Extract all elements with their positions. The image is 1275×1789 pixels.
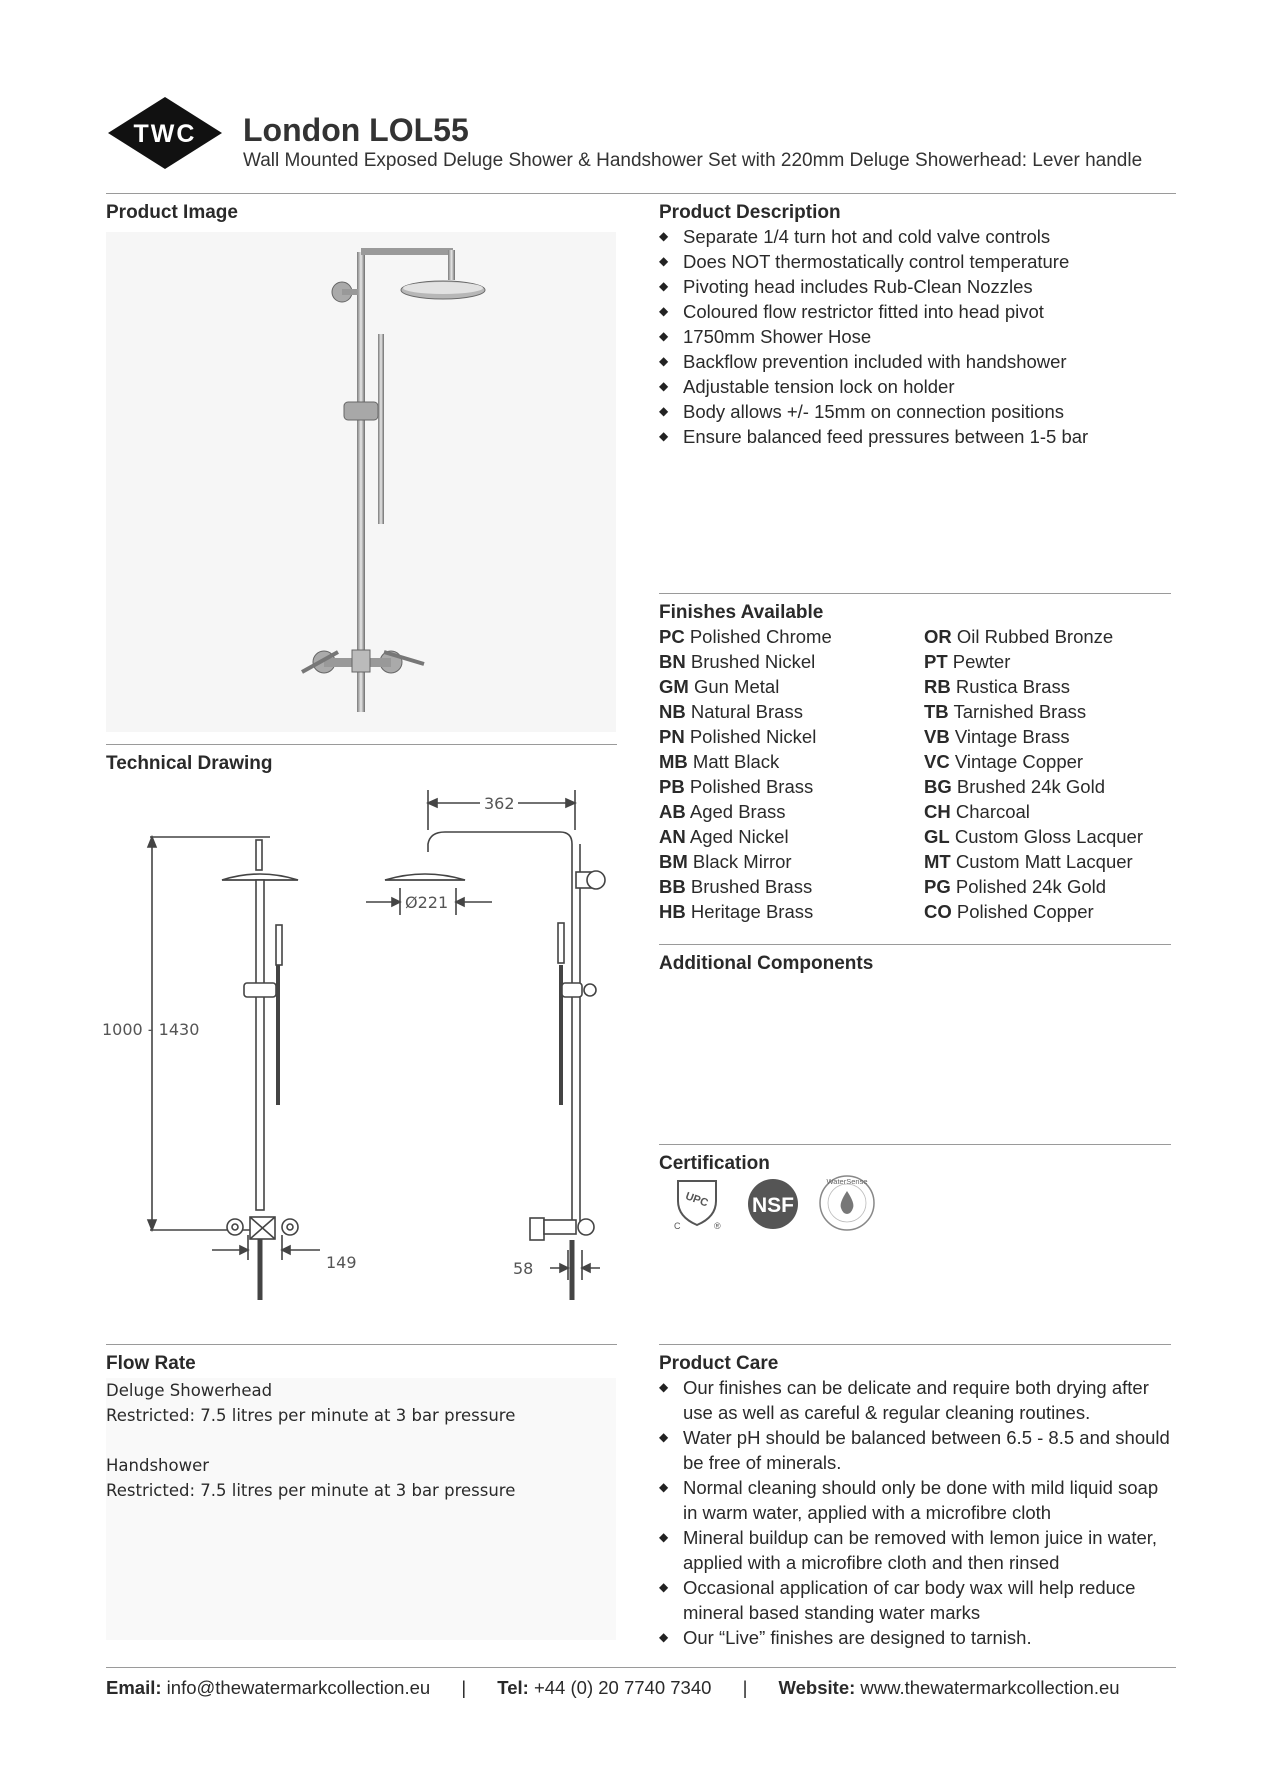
finish-item [659,849,832,874]
care-item: ◆ Our “Live” finishes are designed to tarnish. [659,1625,1174,1650]
finish-name: Heritage Brass [690,901,814,922]
header-divider [106,193,1176,194]
additional-components-heading: Additional Components [659,953,874,974]
finish-name: Rustica Brass [955,676,1070,697]
care-list [659,1375,1174,1650]
left-divider-2 [106,1344,617,1345]
upc-badge-text: UPC [683,1190,710,1210]
page-subtitle: Wall Mounted Exposed Deluge Shower & Handshower Set with 220mm Deluge Showerhead: Lever handle [243,150,1143,171]
finish-name: Polished Brass [689,776,814,797]
upc-badge [668,1175,728,1231]
finish-item [659,874,832,899]
finish-code: VB [924,726,950,747]
footer-divider [106,1667,1176,1668]
product-description-heading: Product Description [659,202,841,223]
finish-code: OR [924,626,952,647]
finish-code: PC [659,626,685,647]
right-divider-4 [659,1344,1171,1345]
finish-item [924,799,1143,824]
technical-drawing [100,780,630,1320]
footer-sep-1: | [461,1677,467,1698]
description-item: ◆ Body allows +/- 15mm on connection positions [659,399,1088,424]
product-care-heading: Product Care [659,1353,779,1374]
flow-hand-value: Restricted: 7.5 litres per minute at 3 bar pressure [106,1481,516,1500]
finishes-heading: Finishes Available [659,602,824,623]
finish-name: Vintage Brass [954,726,1070,747]
finish-code: AB [659,801,686,822]
finish-item [924,624,1143,649]
finish-name: Custom Matt Lacquer [955,851,1133,872]
finish-item [924,824,1143,849]
finish-code: HB [659,901,686,922]
finish-item [924,674,1143,699]
right-divider-2 [659,944,1171,945]
finish-code: BM [659,851,688,872]
description-item: ◆ Pivoting head includes Rub-Clean Nozzles [659,274,1088,299]
description-item: ◆ Backflow prevention included with handshower [659,349,1088,374]
finish-code: MB [659,751,688,772]
finish-code: BG [924,776,952,797]
finish-item [659,624,832,649]
finish-name: Black Mirror [692,851,792,872]
finish-name: Brushed Nickel [690,651,816,672]
watersense-badge [817,1173,877,1233]
finish-item [924,649,1143,674]
left-divider-1 [106,744,617,745]
finish-code: RB [924,676,951,697]
description-list [659,224,1088,449]
product-image [106,232,616,732]
footer-web[interactable]: www.thewatermarkcollection.eu [860,1677,1120,1698]
brand-logo-text: TWC [133,120,197,148]
finish-item [659,749,832,774]
finish-code: PG [924,876,951,897]
dim-height: 1000 - 1430 [102,1020,200,1039]
finish-item [924,849,1143,874]
finish-item [659,674,832,699]
dim-head: Ø221 [405,893,449,912]
finish-item [924,724,1143,749]
page-title: London LOL55 [243,112,469,148]
finish-item [659,774,832,799]
finishes-col-right [924,624,1143,924]
footer-sep-2: | [742,1677,748,1698]
flow-rate-panel [106,1378,616,1640]
description-item: ◆ Coloured flow restrictor fitted into head pivot [659,299,1088,324]
finish-name: Polished 24k Gold [955,876,1107,897]
finish-name: Tarnished Brass [953,701,1087,722]
product-image-heading: Product Image [106,202,238,223]
flow-hand-label: Handshower [106,1456,210,1475]
footer-web-label: Website: [778,1677,856,1698]
flow-deluge-label: Deluge Showerhead [106,1381,273,1400]
care-item: ◆ Water pH should be balanced between 6.5 - 8.5 and should be free of minerals. [659,1425,1174,1475]
finish-name: Custom Gloss Lacquer [954,826,1144,847]
finish-item [659,899,832,924]
care-item: ◆ Our finishes can be delicate and require both drying after use as well as careful & regular cleaning routines. [659,1375,1174,1425]
finish-item [924,749,1143,774]
finish-code: BN [659,651,686,672]
finish-item [659,649,832,674]
finish-name: Pewter [952,651,1011,672]
finish-code: NB [659,701,686,722]
finish-code: TB [924,701,949,722]
finish-code: CH [924,801,951,822]
dim-spacing: 149 [326,1253,357,1272]
finish-name: Oil Rubbed Bronze [956,626,1114,647]
finish-name: Polished Nickel [689,726,817,747]
flow-deluge-value: Restricted: 7.5 litres per minute at 3 bar pressure [106,1406,516,1425]
description-item: ◆ 1750mm Shower Hose [659,324,1088,349]
certification-heading: Certification [659,1153,770,1174]
finishes-col-left [659,624,832,924]
nsf-badge-text: NSF [752,1194,794,1217]
footer-email[interactable]: info@thewatermarkcollection.eu [166,1677,431,1698]
footer-email-label: Email: [106,1677,162,1698]
description-item: ◆ Does NOT thermostatically control temperature [659,249,1088,274]
finish-item [659,699,832,724]
finish-item [924,774,1143,799]
dim-arm: 362 [484,794,515,813]
flow-rate-heading: Flow Rate [106,1353,196,1374]
finish-item [659,824,832,849]
finish-name: Vintage Copper [954,751,1084,772]
finish-code: PT [924,651,948,672]
finish-code: CO [924,901,952,922]
finish-code: VC [924,751,950,772]
upc-badge-r: ® [714,1221,721,1231]
finish-code: MT [924,851,951,872]
finish-item [924,874,1143,899]
watersense-badge-text: WaterSense [826,1177,868,1186]
right-divider-3 [659,1144,1171,1145]
finish-name: Matt Black [692,751,780,772]
finish-code: GM [659,676,689,697]
nsf-badge [746,1177,800,1231]
finish-code: PN [659,726,685,747]
description-item: ◆ Adjustable tension lock on holder [659,374,1088,399]
finish-name: Aged Brass [689,801,786,822]
care-item: ◆ Occasional application of car body wax will help reduce mineral based standing water marks [659,1575,1174,1625]
finish-item [924,899,1143,924]
finish-item [659,799,832,824]
finish-code: GL [924,826,950,847]
care-item: ◆ Mineral buildup can be removed with lemon juice in water, applied with a microfibre cloth and then rinsed [659,1525,1174,1575]
finish-name: Natural Brass [690,701,803,722]
dim-depth: 58 [513,1259,534,1278]
finish-code: PB [659,776,685,797]
description-item: ◆ Ensure balanced feed pressures between 1-5 bar [659,424,1088,449]
finish-code: AN [659,826,686,847]
technical-drawing-heading: Technical Drawing [106,753,273,774]
care-item: ◆ Normal cleaning should only be done with mild liquid soap in warm water, applied with a microfibre cloth [659,1475,1174,1525]
finish-code: BB [659,876,686,897]
brand-logo [106,95,224,171]
finish-name: Brushed Brass [690,876,813,897]
finish-name: Polished Copper [956,901,1094,922]
finish-name: Brushed 24k Gold [956,776,1105,797]
finish-name: Charcoal [955,801,1030,822]
finish-name: Gun Metal [693,676,780,697]
finish-name: Aged Nickel [689,826,789,847]
upc-badge-c: C [674,1221,681,1231]
description-item: ◆ Separate 1/4 turn hot and cold valve controls [659,224,1088,249]
finish-item [924,699,1143,724]
footer-tel[interactable]: +44 (0) 20 7740 7340 [533,1677,712,1698]
finish-item [659,724,832,749]
footer [106,1677,1176,1699]
footer-tel-label: Tel: [497,1677,529,1698]
right-divider-1 [659,593,1171,594]
finish-name: Polished Chrome [689,626,832,647]
